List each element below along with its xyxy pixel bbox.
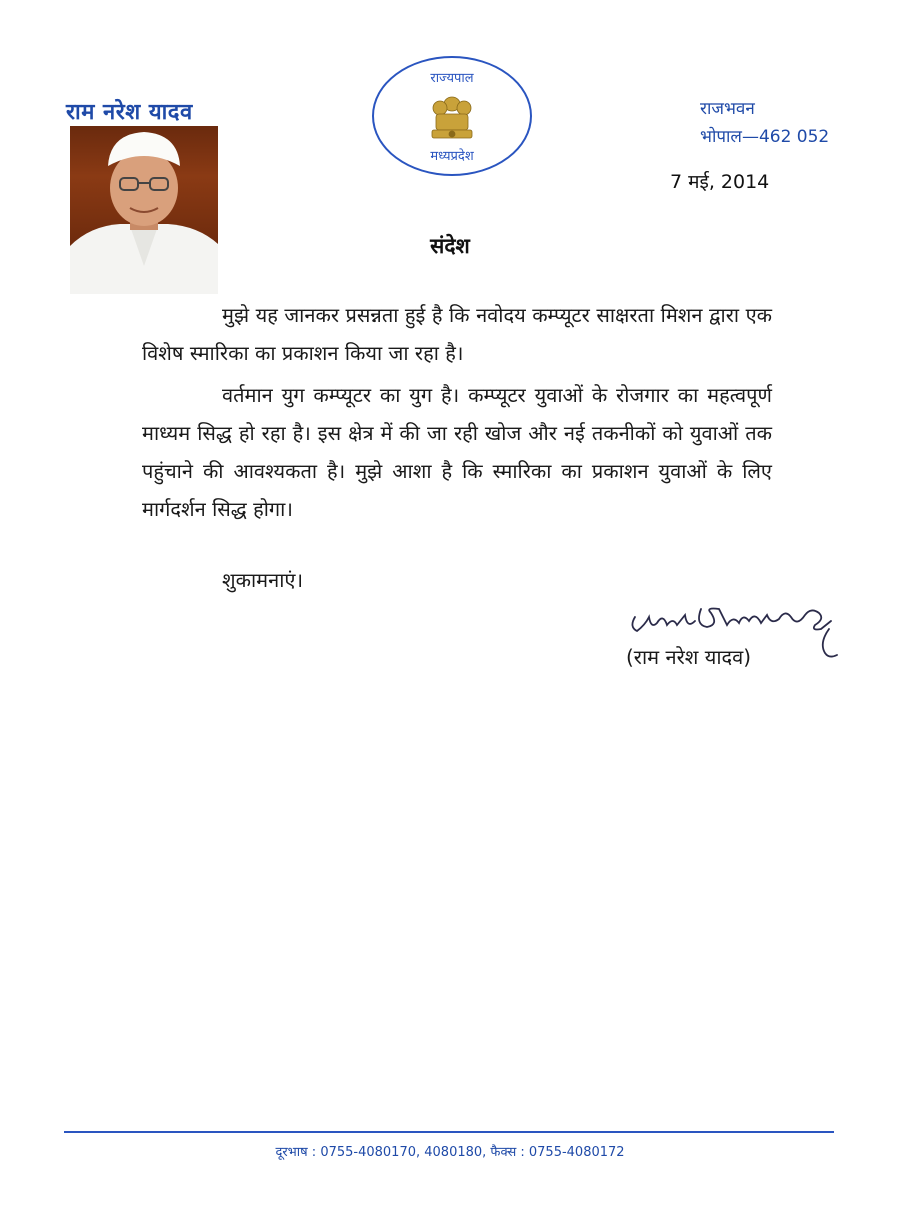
closing-greeting: शुकामनाएं। xyxy=(222,568,304,592)
paragraph-2: वर्तमान युग कम्प्यूटर का युग है। कम्प्यूटर युवाओं के रोजगार का महत्वपूर्ण माध्यम सिद्ध हो रहा है। इस क्षेत्र में की जा रही खोज और नई तकनीकों को युवाओं तक पहुंचाने की आवश्यकता है। मुझे आशा है कि स्मारिका का प्रकाशन युवाओं के लिए मार्गदर्शन सिद्ध होगा। xyxy=(142,383,772,521)
signatory-name: (राम नरेश यादव) xyxy=(626,645,752,669)
seal-title: राज्यपाल xyxy=(430,71,474,86)
seal-state: मध्यप्रदेश xyxy=(430,149,474,164)
letter-title: संदेश xyxy=(430,234,470,258)
letter-date: 7 मई, 2014 xyxy=(670,171,770,193)
address-line-2: भोपाल—462 052 xyxy=(700,127,830,147)
address-line-1: राजभवन xyxy=(700,99,755,119)
footer-contact: दूरभाष : 0755-4080170, 4080180, फैक्स : 0755-4080172 xyxy=(275,1145,625,1160)
letterhead-name: राम नरेश यादव xyxy=(66,100,193,125)
paragraph-1: मुझे यह जानकर प्रसन्नता हुई है कि नवोदय कम्प्यूटर साक्षरता मिशन द्वारा एक विशेष स्मारिका का प्रकाशन किया जा रहा है। xyxy=(142,303,772,365)
footer-divider xyxy=(64,1131,834,1133)
governor-seal xyxy=(372,56,532,176)
letter-body xyxy=(142,296,772,532)
portrait-photo xyxy=(70,126,218,294)
